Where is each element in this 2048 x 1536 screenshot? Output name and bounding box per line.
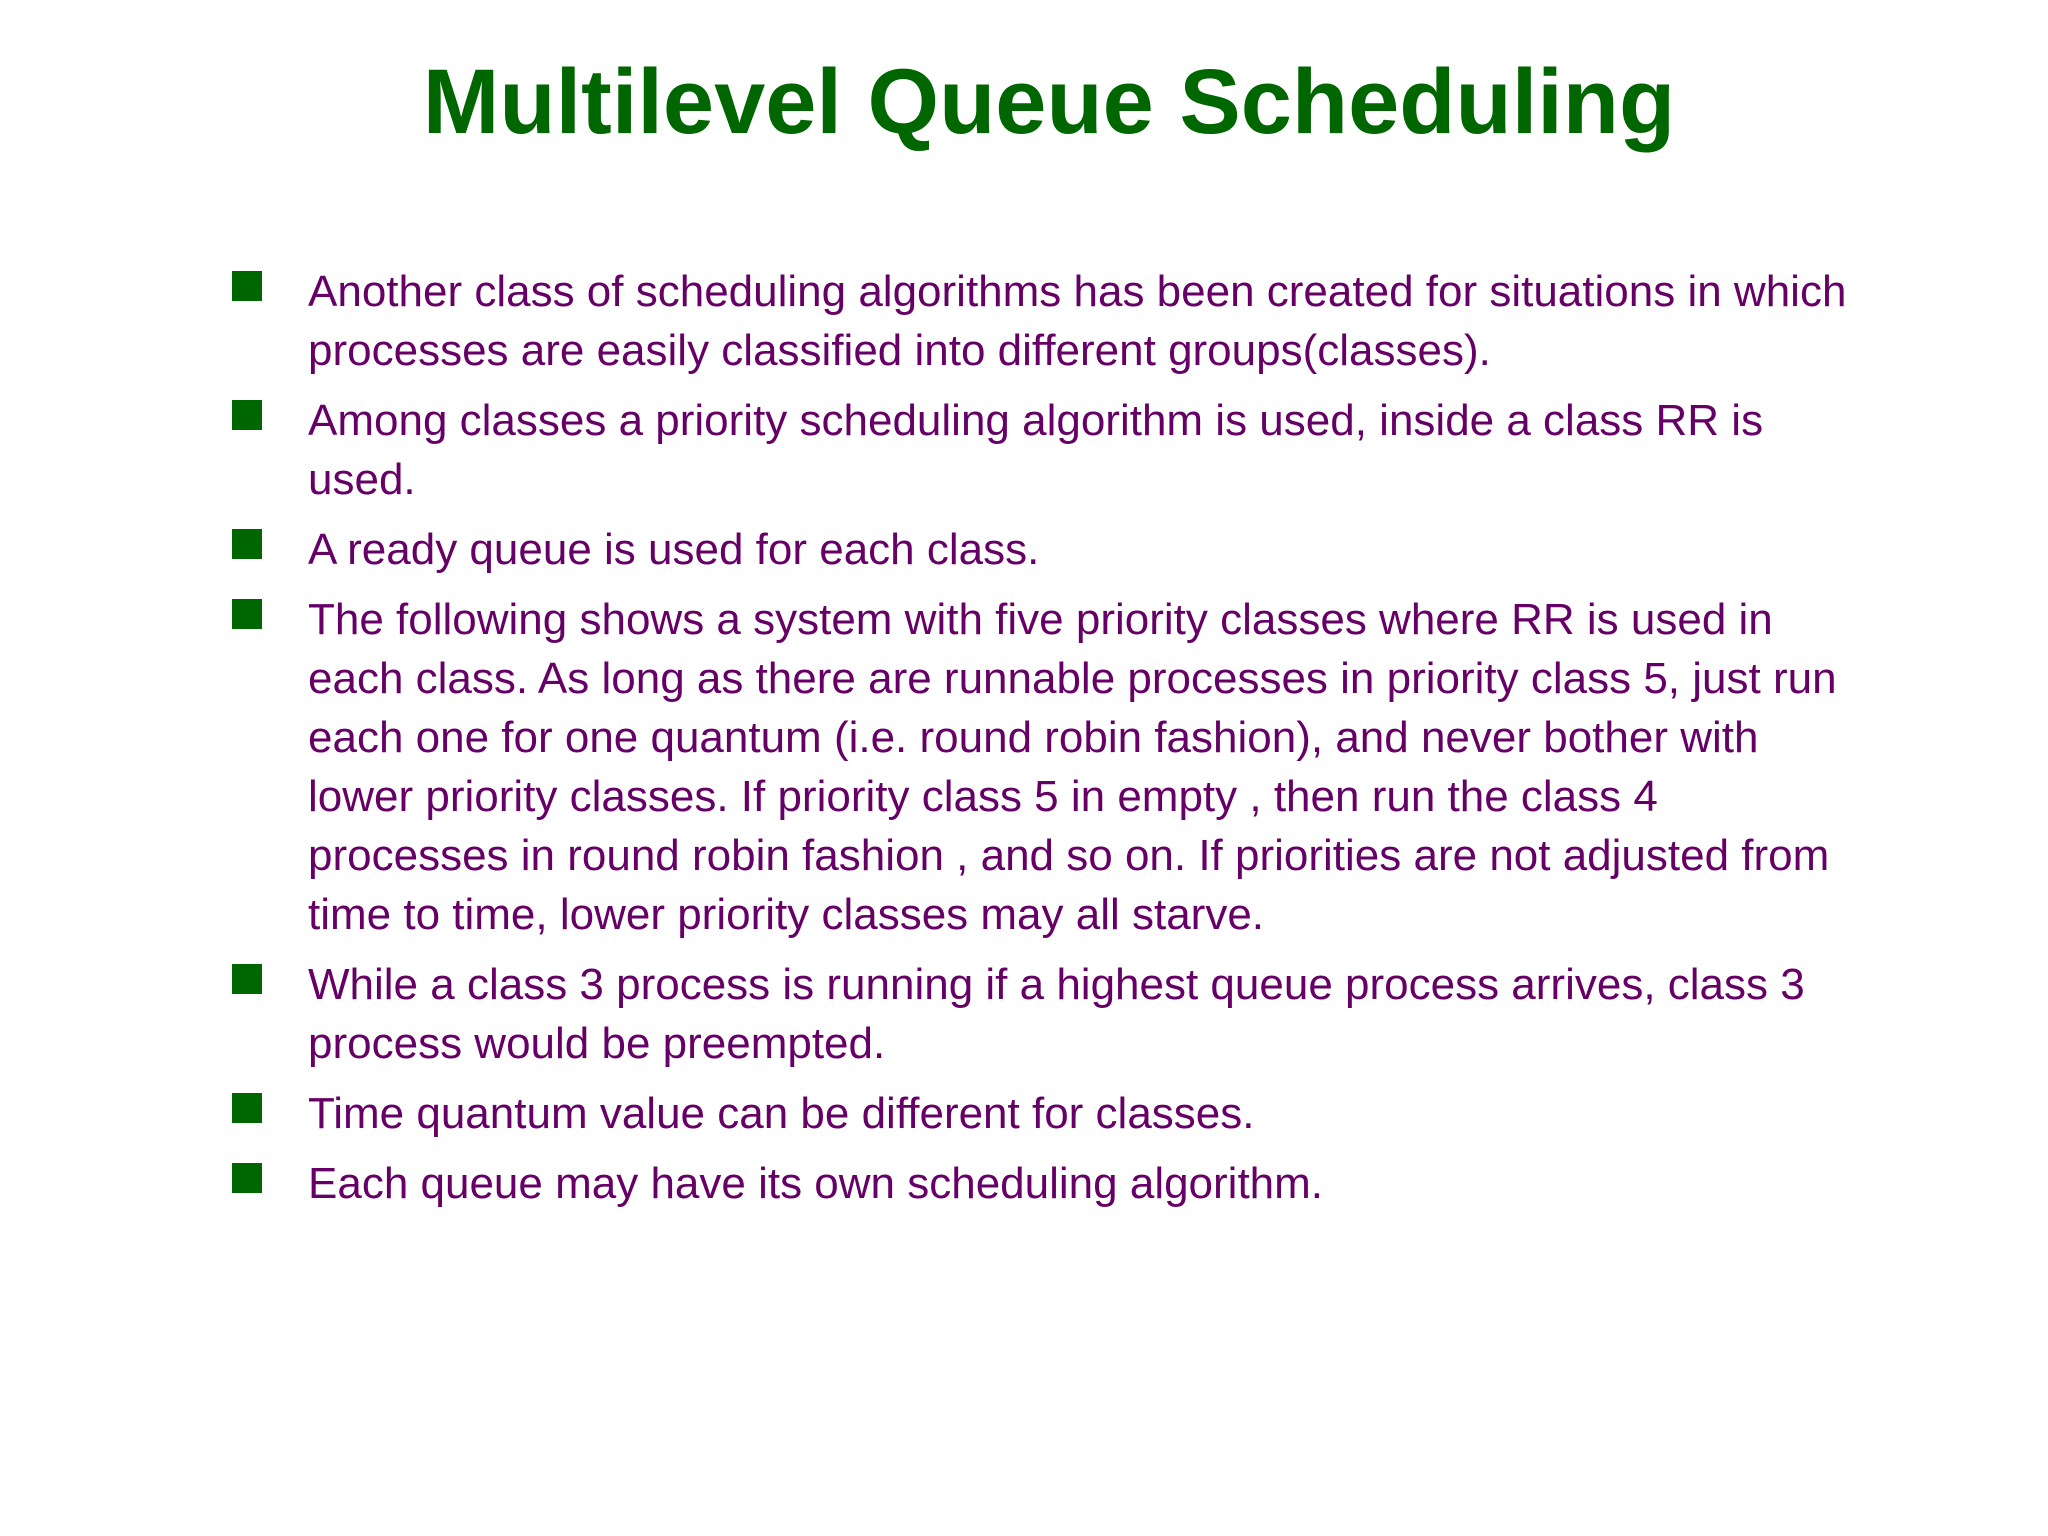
bullet-text: Each queue may have its own scheduling algorithm.: [308, 1159, 1324, 1208]
bullet-text: While a class 3 process is running if a highest queue process arrives, class 3 process would be preempted.: [308, 960, 1805, 1068]
bullet-text: The following shows a system with five priority classes where RR is used in each class. As long as there are runnable processes in priority class 5, just run each one for one quantum (i.e. round robin fashion), and never bother with lower priority classes. If priority class 5 in empty , then run the class 4 processes in round robin fashion , and so on. If priorities are not adjusted from time to time, lower priority classes may all starve.: [308, 595, 1837, 939]
slide-title: Multilevel Queue Scheduling: [422, 51, 1676, 153]
square-bullet-icon: [232, 271, 262, 301]
bullet-item: [230, 955, 1850, 1073]
square-bullet-icon: [232, 599, 262, 629]
bullet-item: [230, 1084, 1850, 1143]
square-bullet-icon: [232, 529, 262, 559]
bullet-text: Time quantum value can be different for classes.: [308, 1089, 1255, 1138]
bullet-text: Another class of scheduling algorithms has been created for situations in which processes are easily classified into different groups(classes).: [308, 267, 1847, 375]
square-bullet-icon: [232, 400, 262, 430]
square-bullet-icon: [232, 964, 262, 994]
square-bullet-icon: [232, 1093, 262, 1123]
square-bullet-icon: [232, 1163, 262, 1193]
bullet-item: [230, 391, 1850, 509]
bullet-list: [230, 262, 1850, 1224]
bullet-text: A ready queue is used for each class.: [308, 525, 1040, 574]
bullet-item: [230, 1154, 1850, 1213]
bullet-item: [230, 590, 1850, 944]
bullet-text: Among classes a priority scheduling algorithm is used, inside a class RR is used.: [308, 396, 1764, 504]
bullet-item: [230, 262, 1850, 380]
bullet-item: [230, 520, 1850, 579]
